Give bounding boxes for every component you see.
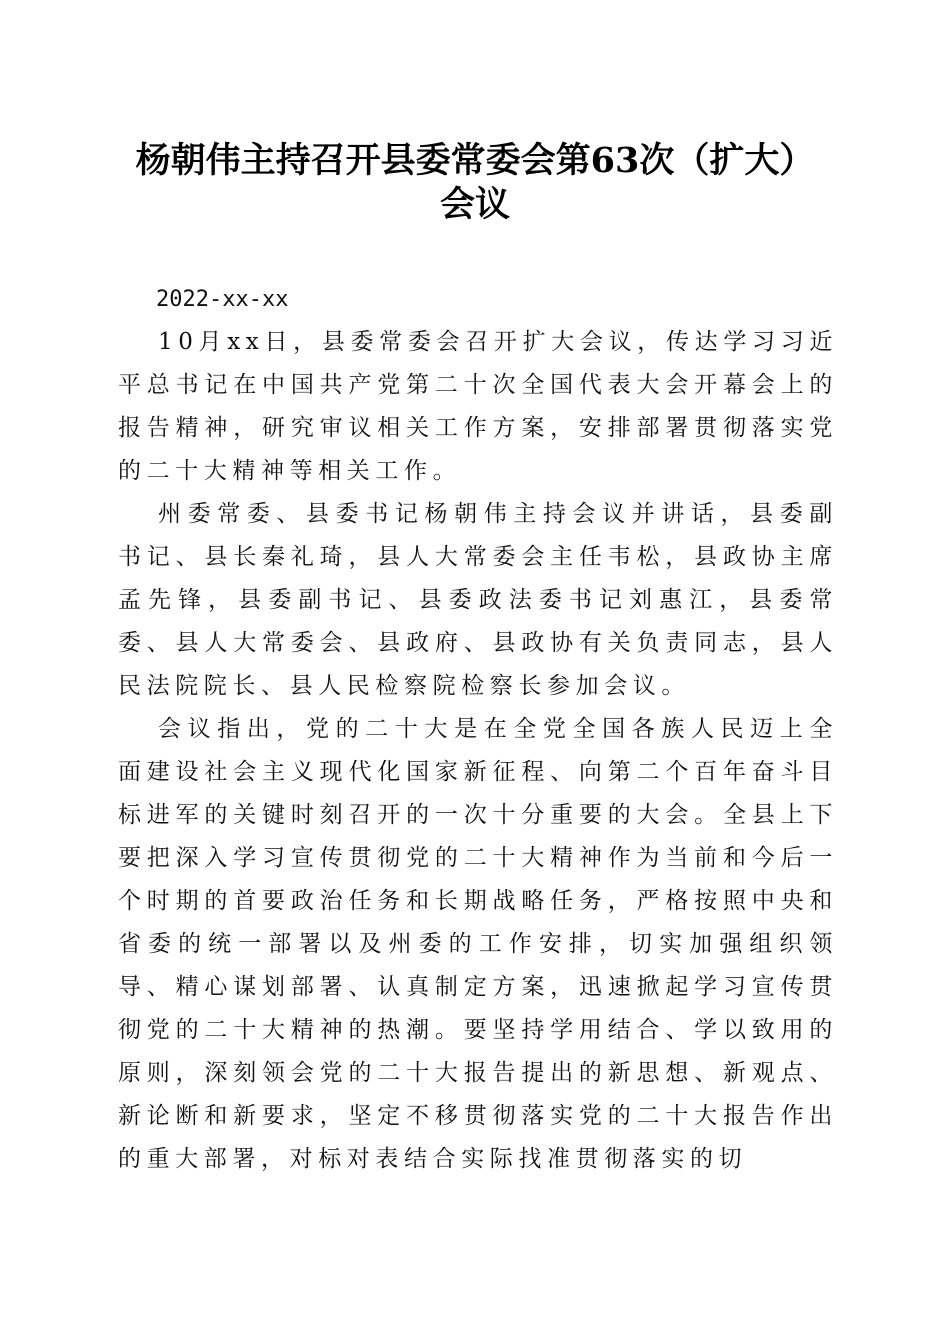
document-title-line-1: 杨朝伟主持召开县委常委会第63次（扩大） [135,140,815,181]
paragraph-3: 会议指出，党的二十大是在全党全国各族人民迈上全面建设社会主义现代化国家新征程、向第二个百年奋斗目标进军的关键时刻召开的一次十分重要的大会。全县上下要把深入学习宣传贯彻党的二十大精神作为当前和今后一个时期的首要政治任务和长期战略任务，严格按照中央和省委的统一部署以及州委的工作安排，切实加强组织领导、精心谋划部署、认真制定方案，迅速掀起学习宣传贯彻党的二十大精神的热潮。要坚持学用结合、学以致用的原则，深刻领会党的二十大报告提出的新思想、新观点、新论断和新要求，坚定不移贯彻落实党的二十大报告作出的重大部署，对标对表结合实际找准贯彻落实的切 [118,716,838,1172]
document-body [118,278,838,1181]
document-title-line-2: 会议 [439,184,510,225]
paragraph-2: 州委常委、县委书记杨朝伟主持会议并讲话，县委副书记、县长秦礼琦，县人大常委会主任韦松，县政协主席孟先锋，县委副书记、县委政法委书记刘惠江，县委常委、县人大常委会、县政府、县政协有关负责同志，县人民法院院长、县人民检察院检察长参加会议。 [118,501,838,699]
publish-date: 2022-xx-xx [156,287,289,312]
paragraph-1: 10月xx日，县委常委会召开扩大会议，传达学习习近平总书记在中国共产党第二十次全国代表大会开幕会上的报告精神，研究审议相关工作方案，安排部署贯彻落实党的二十大精神等相关工作。 [118,329,838,484]
